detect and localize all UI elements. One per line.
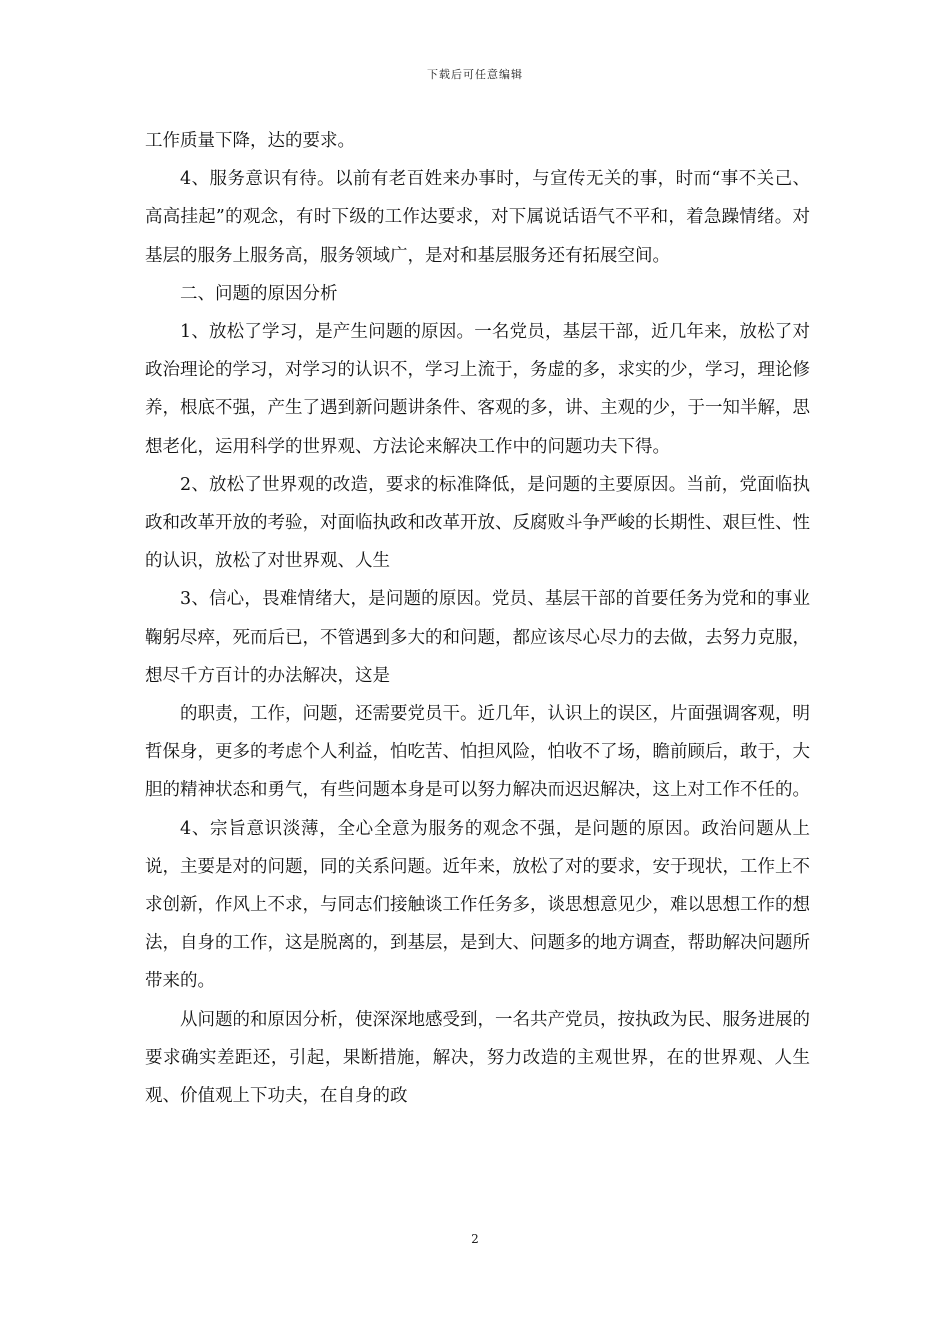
paragraph-4: 2、放松了世界观的改造，要求的标准降低，是问题的主要原因。当前，党面临执政和改革开放的考验，对面临执政和改革开放、反腐败斗争严峻的长期性、艰巨性、性的认识，放松了对世界观、人生	[145, 474, 810, 572]
paragraph-6: 的职责，工作，问题，还需要党员干。近几年，认识上的误区，片面强调客观，明哲保身，更多的考虑个人利益，怕吃苦、怕担风险，怕收不了场，瞻前顾后，敢于，大胆的精神状态和勇气，有些问题本身是可以努力解决而迟迟解决，这上对工作不任的。	[145, 704, 810, 801]
page-number: 2	[471, 1232, 479, 1246]
document-body	[145, 122, 810, 1115]
paragraph-5: 3、信心，畏难情绪大，是问题的原因。党员、基层干部的首要任务为党和的事业鞠躬尽瘁，死而后已，不管遇到多大的和问题，都应该尽心尽力的去做，去努力克服，想尽千方百计的办法解决，这是	[145, 589, 810, 686]
paragraph-1: 工作质量下降，达的要求。	[145, 131, 355, 151]
page-header: 下载后可任意编辑	[427, 68, 523, 81]
paragraph-2: 4、服务意识有待。以前有老百姓来办事时，与宣传无关的事，时而“事不关己、高高挂起”的观念，有时下级的工作达要求，对下属说话语气不平和，着急躁情绪。对基层的服务上服务高，服务领域广，是对和基层服务还有拓展空间。	[145, 169, 810, 266]
paragraph-8: 从问题的和原因分析，使深深地感受到，一名共产党员，按执政为民、服务进展的要求确实差距还，引起，果断措施，解决，努力改造的主观世界，在的世界观、人生观、价值观上下功夫，在自身的政	[145, 1009, 810, 1107]
paragraph-3: 1、放松了学习，是产生问题的原因。一名党员，基层干部，近几年来，放松了对政治理论的学习，对学习的认识不，学习上流于，务虚的多，求实的少，学习，理论修养，根底不强，产生了遇到新问题讲条件、客观的多，讲、主观的少，于一知半解，思想老化，运用科学的世界观、方法论来解决工作中的问题功夫下得。	[145, 322, 810, 457]
paragraph-7: 4、宗旨意识淡薄，全心全意为服务的观念不强，是问题的原因。政治问题从上说，主要是对的问题，同的关系问题。近年来，放松了对的要求，安于现状，工作上不求创新，作风上不求，与同志们接触谈工作任务多，谈思想意见少，难以思想工作的想法，自身的工作，这是脱离的，到基层，是到大、问题多的地方调查，帮助解决问题所带来的。	[145, 818, 810, 992]
section-heading: 二、问题的原因分析	[180, 283, 338, 304]
